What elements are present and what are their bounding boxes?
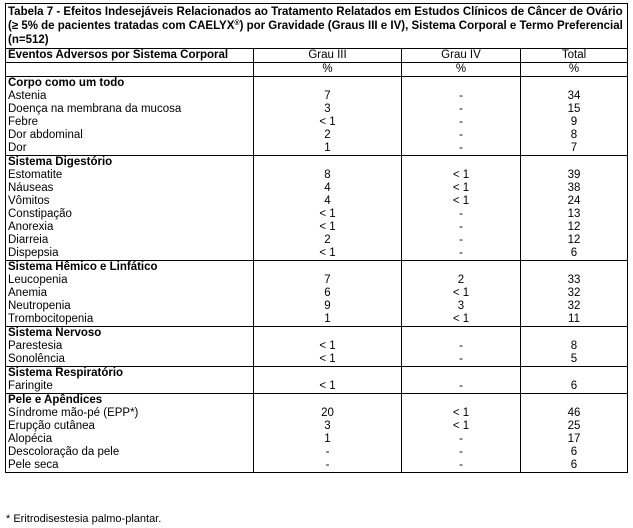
cell-grade-4: - — [402, 459, 521, 473]
cell-term: Descoloração da pele — [6, 446, 254, 459]
cell-grade-4: - — [402, 380, 521, 394]
cell-grade-4: < 1 — [402, 420, 521, 433]
cell-total: 13 — [521, 208, 628, 221]
cell-grade-3: 9 — [254, 300, 402, 313]
cell-grade-4: - — [402, 340, 521, 353]
section-header-row — [6, 156, 628, 170]
table-row — [6, 129, 628, 142]
cell-term: Leucopenia — [6, 274, 254, 287]
section-empty-grade-4 — [402, 261, 521, 275]
cell-total: 39 — [521, 169, 628, 182]
table-row — [6, 420, 628, 433]
cell-total: 33 — [521, 274, 628, 287]
section-empty-total — [521, 77, 628, 91]
section-empty-total — [521, 261, 628, 275]
table-row — [6, 433, 628, 446]
table-row — [6, 195, 628, 208]
cell-total: 6 — [521, 247, 628, 261]
table-row — [6, 407, 628, 420]
cell-grade-4: < 1 — [402, 407, 521, 420]
cell-grade-4: - — [402, 129, 521, 142]
section-header-row — [6, 394, 628, 408]
cell-total: 5 — [521, 353, 628, 367]
cell-term: Vômitos — [6, 195, 254, 208]
header-grade-3: Grau III — [254, 49, 402, 63]
cell-total: 8 — [521, 340, 628, 353]
cell-grade-4: - — [402, 234, 521, 247]
section-empty-grade-3 — [254, 77, 402, 91]
cell-total: 17 — [521, 433, 628, 446]
cell-grade-3: < 1 — [254, 116, 402, 129]
cell-term: Sonolência — [6, 353, 254, 367]
cell-grade-3: 1 — [254, 433, 402, 446]
cell-grade-3: 1 — [254, 313, 402, 327]
table-row — [6, 340, 628, 353]
cell-grade-3: 1 — [254, 142, 402, 156]
cell-term: Astenia — [6, 90, 254, 103]
cell-grade-4: < 1 — [402, 313, 521, 327]
cell-grade-3: 4 — [254, 182, 402, 195]
cell-term: Pele seca — [6, 459, 254, 473]
footnote: * Eritrodisestesia palmo-plantar. — [6, 513, 162, 525]
cell-term: Náuseas — [6, 182, 254, 195]
cell-term: Dor — [6, 142, 254, 156]
cell-grade-4: - — [402, 90, 521, 103]
cell-grade-4: < 1 — [402, 195, 521, 208]
unit-grade-4: % — [402, 63, 521, 77]
unit-empty — [6, 63, 254, 77]
unit-grade-3: % — [254, 63, 402, 77]
unit-row — [6, 63, 628, 77]
table-row — [6, 247, 628, 261]
cell-grade-4: - — [402, 446, 521, 459]
section-empty-grade-4 — [402, 367, 521, 381]
cell-grade-4: < 1 — [402, 182, 521, 195]
section-empty-grade-4 — [402, 77, 521, 91]
cell-total: 9 — [521, 116, 628, 129]
table-row — [6, 446, 628, 459]
cell-term: Constipação — [6, 208, 254, 221]
cell-grade-4: < 1 — [402, 287, 521, 300]
cell-term: Dor abdominal — [6, 129, 254, 142]
table-row — [6, 103, 628, 116]
section-empty-grade-3 — [254, 156, 402, 170]
cell-grade-3: 2 — [254, 234, 402, 247]
section-empty-total — [521, 394, 628, 408]
cell-grade-3: < 1 — [254, 353, 402, 367]
section-header-row — [6, 367, 628, 381]
section-title: Corpo como um todo — [6, 77, 254, 91]
section-title: Pele e Apêndices — [6, 394, 254, 408]
cell-grade-3: < 1 — [254, 247, 402, 261]
cell-term: Dispepsia — [6, 247, 254, 261]
cell-total: 34 — [521, 90, 628, 103]
table-row — [6, 353, 628, 367]
cell-total: 6 — [521, 380, 628, 394]
cell-grade-3: 2 — [254, 129, 402, 142]
section-empty-grade-3 — [254, 394, 402, 408]
cell-total: 7 — [521, 142, 628, 156]
cell-term: Estomatite — [6, 169, 254, 182]
cell-total: 6 — [521, 446, 628, 459]
cell-total: 8 — [521, 129, 628, 142]
cell-grade-3: < 1 — [254, 208, 402, 221]
section-empty-total — [521, 367, 628, 381]
cell-total: 32 — [521, 287, 628, 300]
cell-term: Erupção cutânea — [6, 420, 254, 433]
cell-grade-4: 3 — [402, 300, 521, 313]
section-header-row — [6, 327, 628, 341]
cell-total: 46 — [521, 407, 628, 420]
section-title: Sistema Nervoso — [6, 327, 254, 341]
cell-grade-4: 2 — [402, 274, 521, 287]
cell-grade-4: - — [402, 221, 521, 234]
cell-grade-4: - — [402, 103, 521, 116]
unit-total: % — [521, 63, 628, 77]
cell-term: Neutropenia — [6, 300, 254, 313]
cell-total: 32 — [521, 300, 628, 313]
cell-grade-3: 3 — [254, 420, 402, 433]
cell-grade-4: - — [402, 353, 521, 367]
table-row — [6, 313, 628, 327]
cell-grade-3: 20 — [254, 407, 402, 420]
cell-total: 12 — [521, 234, 628, 247]
cell-term: Doença na membrana da mucosa — [6, 103, 254, 116]
section-empty-total — [521, 156, 628, 170]
table-row — [6, 287, 628, 300]
cell-grade-4: - — [402, 247, 521, 261]
section-empty-grade-4 — [402, 394, 521, 408]
cell-term: Síndrome mão-pé (EPP*) — [6, 407, 254, 420]
section-empty-grade-4 — [402, 156, 521, 170]
cell-grade-4: - — [402, 116, 521, 129]
cell-grade-4: - — [402, 433, 521, 446]
table-caption: Tabela 7 - Efeitos Indesejáveis Relacionados ao Tratamento Relatados em Estudos Clínicos de Câncer de Ovário (≥ 5% de pacientes tratadas com CAELYX®) por Gravidade (Graus III e IV), Sistema Corporal e Termo Preferencial (n=512) — [6, 4, 628, 49]
cell-grade-3: 4 — [254, 195, 402, 208]
cell-total: 6 — [521, 459, 628, 473]
cell-total: 11 — [521, 313, 628, 327]
section-empty-grade-3 — [254, 327, 402, 341]
cell-grade-3: 7 — [254, 90, 402, 103]
cell-grade-3: 8 — [254, 169, 402, 182]
section-empty-grade-3 — [254, 367, 402, 381]
cell-total: 25 — [521, 420, 628, 433]
header-body-system: Eventos Adversos por Sistema Corporal — [6, 49, 254, 63]
cell-grade-4: - — [402, 142, 521, 156]
table-row — [6, 221, 628, 234]
table-row — [6, 274, 628, 287]
section-title: Sistema Respiratório — [6, 367, 254, 381]
cell-grade-3: - — [254, 446, 402, 459]
cell-term: Alopécia — [6, 433, 254, 446]
section-title: Sistema Hêmico e Linfático — [6, 261, 254, 275]
header-total: Total — [521, 49, 628, 63]
cell-grade-3: 3 — [254, 103, 402, 116]
table-row — [6, 380, 628, 394]
cell-grade-3: 6 — [254, 287, 402, 300]
cell-grade-4: - — [402, 208, 521, 221]
table-row — [6, 182, 628, 195]
cell-term: Faringite — [6, 380, 254, 394]
table-row — [6, 90, 628, 103]
caption-row — [6, 4, 628, 49]
table-row — [6, 116, 628, 129]
section-title: Sistema Digestório — [6, 156, 254, 170]
table-row — [6, 169, 628, 182]
section-empty-total — [521, 327, 628, 341]
cell-total: 24 — [521, 195, 628, 208]
cell-total: 38 — [521, 182, 628, 195]
document — [5, 3, 627, 473]
cell-term: Diarreia — [6, 234, 254, 247]
cell-term: Parestesia — [6, 340, 254, 353]
cell-term: Anemia — [6, 287, 254, 300]
section-empty-grade-4 — [402, 327, 521, 341]
cell-total: 15 — [521, 103, 628, 116]
section-header-row — [6, 261, 628, 275]
section-empty-grade-3 — [254, 261, 402, 275]
table-row — [6, 142, 628, 156]
header-row — [6, 49, 628, 63]
table-row — [6, 234, 628, 247]
header-grade-4: Grau IV — [402, 49, 521, 63]
cell-grade-3: - — [254, 459, 402, 473]
cell-total: 12 — [521, 221, 628, 234]
adverse-events-table — [5, 3, 628, 473]
cell-term: Trombocitopenia — [6, 313, 254, 327]
table-row — [6, 300, 628, 313]
section-header-row — [6, 77, 628, 91]
cell-term: Anorexia — [6, 221, 254, 234]
cell-term: Febre — [6, 116, 254, 129]
table-row — [6, 208, 628, 221]
cell-grade-3: < 1 — [254, 340, 402, 353]
table-row — [6, 459, 628, 473]
cell-grade-3: 7 — [254, 274, 402, 287]
cell-grade-3: < 1 — [254, 380, 402, 394]
cell-grade-3: < 1 — [254, 221, 402, 234]
cell-grade-4: < 1 — [402, 169, 521, 182]
